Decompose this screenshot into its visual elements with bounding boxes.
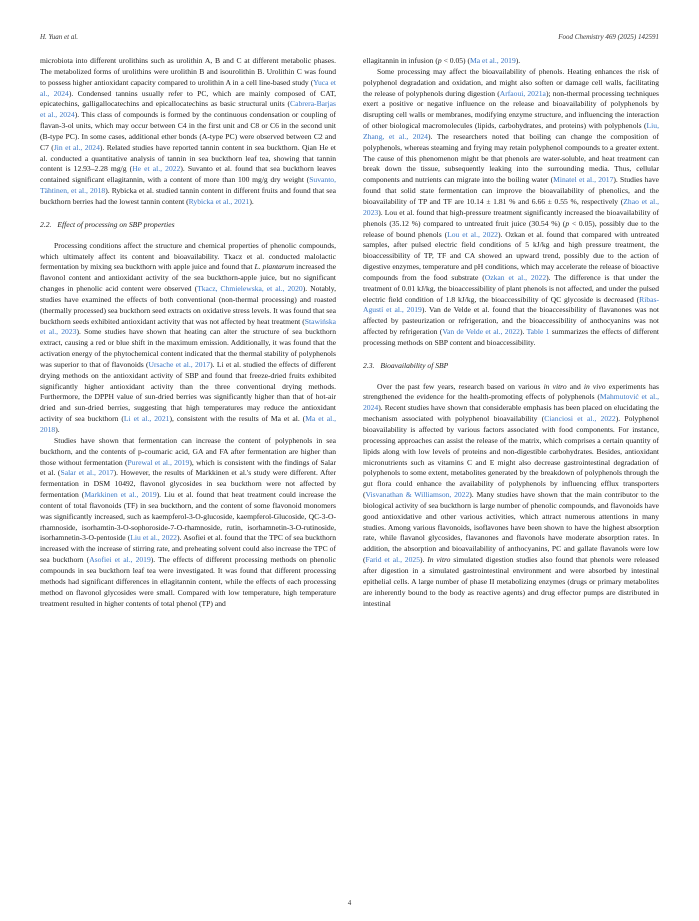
citation-link[interactable]: Ma et al., 2019 xyxy=(470,56,516,65)
paragraph: Over the past few years, research based on various in vitro and in vivo experiments has strengthened the evidence for the health-promoting effects of polyphenols (Mahmutović et al., 2024). Recent studies have shown that considerable emphasis has been placed on elucidating the mechanism associated with polyphenol bioavailability (Cianciosi et al., 2022). Polyphenol bioavailability is affected by various factors associated with food components. For instance, processing approaches can assist the release of the matrix, which comprises a certain quantity of lipids along with low levels of proteins and non-digestible carbohydrates. Besides, antioxidant micronutrients such as vitamins C and E might also decrease gastrointestinal degradation of polyphenols to some extent, metabolites generated by the breakdown of polyphenols through the gut flora could enhance the availability of polyphenols by influencing efflux transporters (Visvanathan & Williamson, 2022). Many studies have shown that the main contributor to the biological activity of sea buckthorn is large number of phenolic compounds, and flavonoids have good antioxidative and other various activities, which attract numerous attentions in many studies. Among various flavonoids, isoflavones have been shown to have the highest absorption rate, while flavanol glycosides, flavanones and flavonols have moderate absorption rates. In addition, the absorption and bioavailability of anthocyanins, PC and gallate flavanols were low (Farid et al., 2025). In vitro simulated digestion studies also found that phenols were released after digestion in a simulated gastrointestinal environment and were absorbed by intestinal epithelial cells. A large number of phase II metabolizing enzymes (drugs or primary metabolites are inherently bound to the body as reactive agents) and drug effector pumps are distributed in intestinal xyxy=(363,381,660,608)
section-heading: 2.2. Effect of processing on SBP properties xyxy=(40,219,175,229)
citation-link[interactable]: Markkinen et al., 2019 xyxy=(84,490,157,500)
citation-link[interactable]: Tkacz, Chmielewska, et al., 2020 xyxy=(197,284,303,294)
citation-link[interactable]: Ozkan et al., 2022 xyxy=(484,272,547,282)
citation-link[interactable]: Suvanto, Tähtinen, et al., 2018 xyxy=(40,175,336,196)
citation-link[interactable]: Liu et al., 2022 xyxy=(130,533,177,543)
citation-link[interactable]: Arfaoui, 2021a xyxy=(499,88,546,98)
page-number: 4 xyxy=(347,899,352,907)
citation-link[interactable]: Minatel et al., 2017 xyxy=(553,175,614,185)
citation-link[interactable]: Farid et al., 2025 xyxy=(365,555,420,565)
citation-link[interactable]: He et al., 2022 xyxy=(132,164,181,174)
section-heading: 2.3. Bioavailability of SBP xyxy=(363,360,449,370)
paragraph: microbiota into different urolithins such as urolithin A, B and C at different metabolic phases. The metabolized forms of urolithins were urolithin B and isourolithin B. Urolithin C was found to possess higher antioxidant capacity compared to urolithin A in a cell line-based study (Yuca et al., 2024). Condensed tannins usually refer to PC, which are mainly composed of CAT, epicatechins, galligallocatechins and epicallocatechins as basic structural units (Cabrera-Barjas et al., 2024). This class of compounds is formed by the continuous condensation or coupling of flavan-3-ol units, which may occur between C4 in the first unit and C8 or C6 in the second unit (B-type PC). In some cases, additional ether bonds (A-type PC) were observed between C2 and C7 (Jin et al., 2024). Related studies have reported tannin content in sea buckthorn. Qian He et al. conducted a quantitative analysis of tannin in sea buckthorn leaf tea, showing that tannin content is 12.93–2.28 mg/g (He et al., 2022). Suvanto et al. found that sea buckthorn leaves contained significant ellagitannin, with a content of more than 100 mg/g dry weight (Suvanto, Tähtinen, et al., 2018). Rybicka et al. studied tannin content in different fruits and found that sea buckthorn berries had the lowest tannin content (Rybicka et al., 2021). xyxy=(40,56,337,206)
running-head-authors: H. Yuan et al. xyxy=(40,33,79,41)
citation-link[interactable]: Jin et al., 2024 xyxy=(53,142,100,152)
running-head-journal: Food Chemistry 469 (2025) 142591 xyxy=(558,33,659,41)
citation-link[interactable]: Stawińska et al., 2023 xyxy=(40,316,336,337)
right-column xyxy=(363,56,659,609)
citation-link[interactable]: Yuca et al., 2024 xyxy=(40,77,337,98)
citation-link[interactable]: Van de Velde et al., 2022 xyxy=(442,327,520,337)
citation-link[interactable]: Visvanathan & Williamson, 2022 xyxy=(365,490,470,500)
citation-link[interactable]: Liu, Zhang, et al., 2024 xyxy=(363,121,659,141)
citation-link[interactable]: Ribas-Agustí et al., 2019 xyxy=(363,294,659,315)
paragraph: ellagitannin in infusion (p < 0.05) (Ma et al., 2019). xyxy=(363,56,521,65)
citation-link[interactable]: Mahmutović et al., 2024 xyxy=(363,392,659,413)
citation-link[interactable]: Ma et al., 2018 xyxy=(40,414,336,434)
citation-link[interactable]: Ursache et al., 2017 xyxy=(148,359,211,369)
left-column xyxy=(40,56,336,609)
citation-link[interactable]: Purewal et al., 2019 xyxy=(127,457,190,467)
citation-link[interactable]: Cianciosi et al., 2022 xyxy=(544,414,616,424)
citation-link[interactable]: Asofiei et al., 2019 xyxy=(89,555,151,565)
citation-link[interactable]: Cabrera-Barjas et al., 2024 xyxy=(40,99,336,120)
paragraph: Some processing may affect the bioavailability of phenols. Heating enhances the risk of polyphenol degradation and oxidation, and might also soften or damage cell walls, facilitating the release of polyphenols during digestion (Arfaoui, 2021a); non-thermal processing techniques exert a positive or negative influence on the release and bioavailability of polyphenols by disrupting cell walls or membranes, modifying enzyme structure, and influencing the interaction of other biological macromolecules (lipids, carbohydrates, and proteins) with polyphenols (Liu, Zhang, et al., 2024). The researchers noted that boiling can change the composition of polyphenols, whereas steaming and frying may retain polyphenol compounds to a greater extent. The cause of this phenomenon might be that phenols are water-soluble, and heat treatment can break down the tissue, subsequently leaking into the surrounding media. Thus, cellular components and nutrients can migrate into the boiling water (Minatel et al., 2017). Studies have found that solid state fermentation can improve the bioavailability of phenolics, and the bioavailability of TP and TF are 10.14 ± 1.81 % and 6.66 ± 0.55 %, respectively (Zhao et al., 2023). Lou et al. found that high-pressure treatment significantly increased the bioavailability of phenols (35.12 %) compared to untreated fruit juice (30.54 %) (p < 0.05), possibly due to the release of bound phenols (Lou et al., 2022). Ozkan et al. found that compared with untreated samples, after pulsed electric field conditions of 5 kJ/kg and high pressure treatment, the bioaccessibility of TP, TF and CA showed an upward trend, possibly due to the action of digestive enzymes, temperature and pH conditions, which may accelerate the release of bioactive compounds from the food substrate (Ozkan et al., 2022). The difference is that under the treatment of 0.01 kJ/kg, the bioaccessibility of plant phenols is not affected, and under the pulsed electric field condition of 1.8 kJ/kg, the bioaccessibility of QC glycoside is decreased (Ribas-Agustí et al., 2019). Van de Velde et al. found that the bioaccessibility of flavanones was not affected by pasteurization or refrigeration, and the bioaccessibility of anthocyanins was not affected by refrigeration (Van de Velde et al., 2022). Table 1 summarizes the effects of different processing methods on SBP content and bioaccessibility. xyxy=(363,66,660,347)
paragraph: Processing conditions affect the structure and chemical properties of phenolic compounds, which ultimately affect its content and bioavailability. Tkacz et al. conducted malolactic fermentation by mixing sea buckthorn with apple juice and found that L. plantarum increased the flavonol content and antioxidant activity of the sea buckthorn-apple juice, but no significant changes in phenolic acid content were observed (Tkacz, Chmielewska, et al., 2020). Notably, studies have examined the effects of both conventional (non-thermal processing) and roasted (thermally processed) sea buckthorn seed extracts on oxidative stress levels. It was found that sea buckthorn seeds exhibited antioxidant activity that was not affected by heat treatment (Stawińska et al., 2023). Some studies have shown that heating can alter the structure of sea buckthorn extract, causing a red or blue shift in the maximum emission. Additionally, it was found that the activation energy of the phytochemical content indicated that the thermal stability of polyphenols was superior to that of flavonoids (Ursache et al., 2017). Li et al. studied the effects of different drying methods on the antioxidant activity of SBP and found that freeze-dried fruits exhibited significantly higher antioxidant activity than the three conventional drying methods. Furthermore, the DPPH value of sun-dried berries was significantly higher than that of hot-air dried and sun-dried berries, suggesting that high temperatures may reduce the antioxidant activity of sea buckthorn (Li et al., 2021), consistent with the results of Ma et al. (Ma et al., 2018). xyxy=(40,240,336,434)
citation-link[interactable]: Rybicka et al., 2021 xyxy=(188,196,250,206)
citation-link[interactable]: Salar et al., 2017 xyxy=(60,468,114,478)
citation-link[interactable]: Lou et al., 2022 xyxy=(447,229,498,239)
citation-link[interactable]: Li et al., 2021 xyxy=(123,414,170,424)
paragraph: Studies have shown that fermentation can increase the content of polyphenols in sea buckthorn, and the contents of p-coumaric acid, GA and FA after fermentation are higher than those without fermentation (Purewal et al., 2019), which is consistent with the findings of Salar et al. (Salar et al., 2017). However, the results of Markkinen et al.'s study were different. After fermentation in DSM 10492, flavonol glycosides in sea buckthorn were not affected by fermentation (Markkinen et al., 2019). Liu et al. found that heat treatment could increase the content of total flavonoids (TF) in sea buckthorn, and the content of some flavonoid monomers was significantly increased, such as kaempferol-3-O-glucoside, kaempferol-Glucoside, QC-3-O-rhamnoside, isorhamtin-3-O-sophoroside-7-O-rhamnoside, rutin, isorhamnetin-3-O-rutinoside, isorhamnetin-3-O-pentoside (Liu et al., 2022). Asofiei et al. found that the TPC of sea buckthorn increased with the increase of stirring rate, and preheating solvent could also increase the TPC of sea buckthorn (Asofiei et al., 2019). The effects of different processing methods on phenolic compounds in sea buckthorn leaf tea were investigated. It was found that different processing methods had significant differences in ellagitannin content, while the effects of each processing method on flavonol glycosides were small. Compared with low temperature, high temperature treatment resulted in higher contents of total phenol (TP) and xyxy=(40,435,337,608)
citation-link[interactable]: Zhao et al., 2023 xyxy=(363,196,659,217)
table-link[interactable]: Table 1 xyxy=(526,327,550,337)
